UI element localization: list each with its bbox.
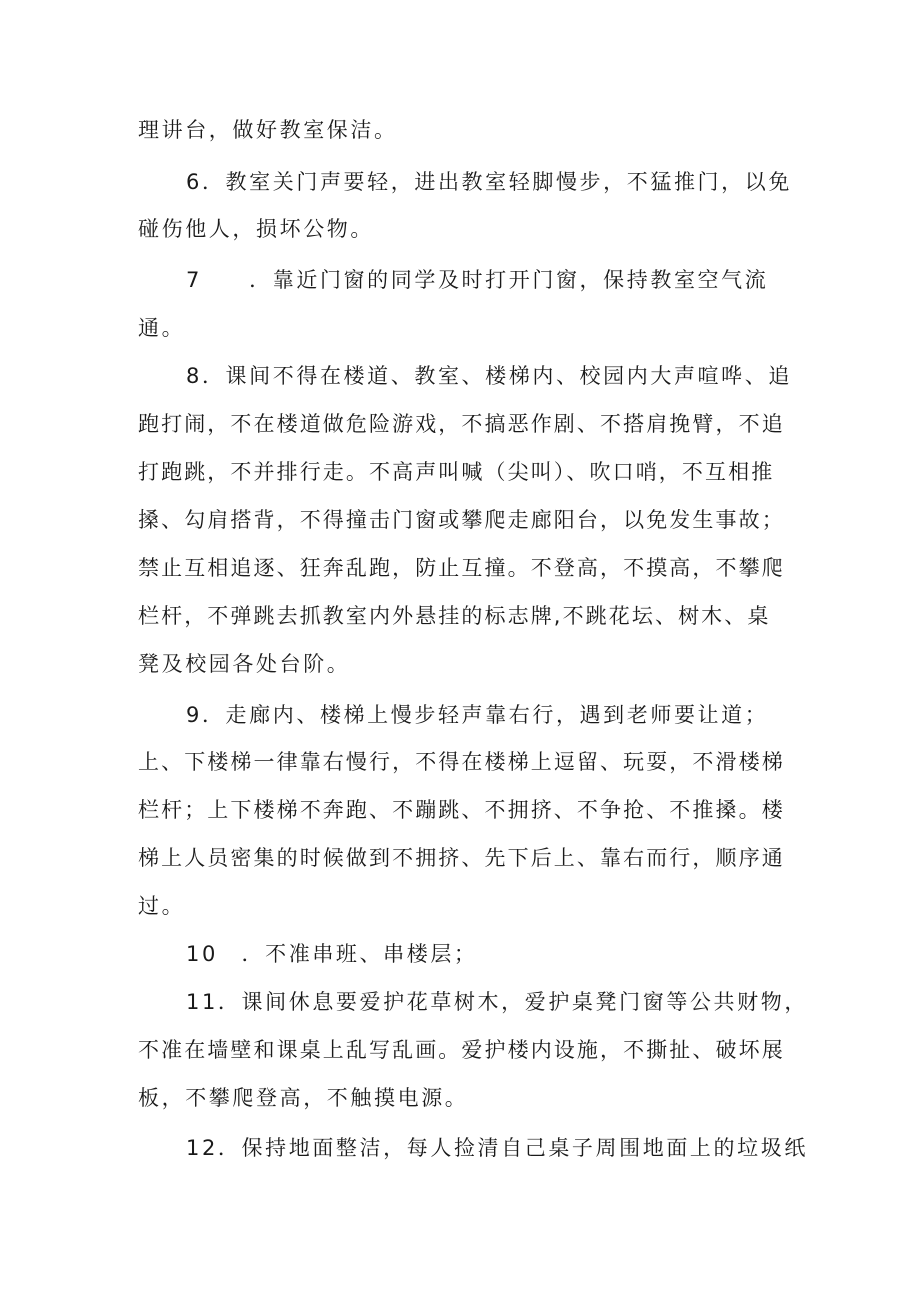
text-line: 凳及校园各处台阶。 [138, 652, 351, 676]
text-line: 12．保持地面整洁，每人捡清自己桌子周围地面上的垃圾纸 [186, 1136, 808, 1160]
text-line: 打跑跳，不并排行走。不高声叫喊（尖叫）、吹口哨，不互相推 [138, 460, 775, 484]
text-line: 9．走廊内、楼梯上慢步轻声靠右行，遇到老师要让道； [186, 703, 769, 727]
text-line: 栏杆，不弹跳去抓教室内外悬挂的标志牌,不跳花坛、树木、桌 [138, 604, 771, 628]
text-line: 7 ．靠近门窗的同学及时打开门窗，保持教室空气流 [186, 268, 769, 292]
text-line: 搡、勾肩搭背，不得撞击门窗或攀爬走廊阳台，以免发生事故； [138, 508, 785, 532]
text-line: 碰伤他人，损坏公物。 [138, 217, 374, 241]
text-line: 栏杆；上下楼梯不奔跑、不蹦跳、不拥挤、不争抢、不推搡。楼 [138, 798, 785, 822]
text-line: 理讲台，做好教室保洁。 [138, 118, 398, 142]
text-line: 跑打闹，不在楼道做危险游戏，不搞恶作剧、不搭肩挽臂，不追 [138, 412, 785, 436]
text-line: 板，不攀爬登高，不触摸电源。 [138, 1086, 469, 1110]
text-line: 通。 [138, 316, 186, 340]
text-line: 8．课间不得在楼道、教室、楼梯内、校园内大声喧哗、追 [186, 364, 792, 388]
text-line: 禁止互相追逐、狂奔乱跑，防止互撞。不登高，不摸高，不攀爬 [138, 556, 785, 580]
text-line: 11．课间休息要爱护花草树木，爱护桌凳门窗等公共财物， [186, 990, 808, 1014]
text-line: 6．教室关门声要轻，进出教室轻脚慢步，不猛推门，以免 [186, 170, 792, 194]
text-line: 过。 [138, 894, 186, 918]
text-line: 上、下楼梯一律靠右慢行，不得在楼梯上逗留、玩耍，不滑楼梯 [138, 750, 785, 774]
text-line: 10 ．不准串班、串楼层； [186, 942, 478, 966]
text-line: 梯上人员密集的时候做到不拥挤、先下后上、靠右而行，顺序通 [138, 846, 785, 870]
text-line: 不准在墙壁和课桌上乱写乱画。爱护楼内设施，不撕扯、破坏展 [138, 1038, 785, 1062]
